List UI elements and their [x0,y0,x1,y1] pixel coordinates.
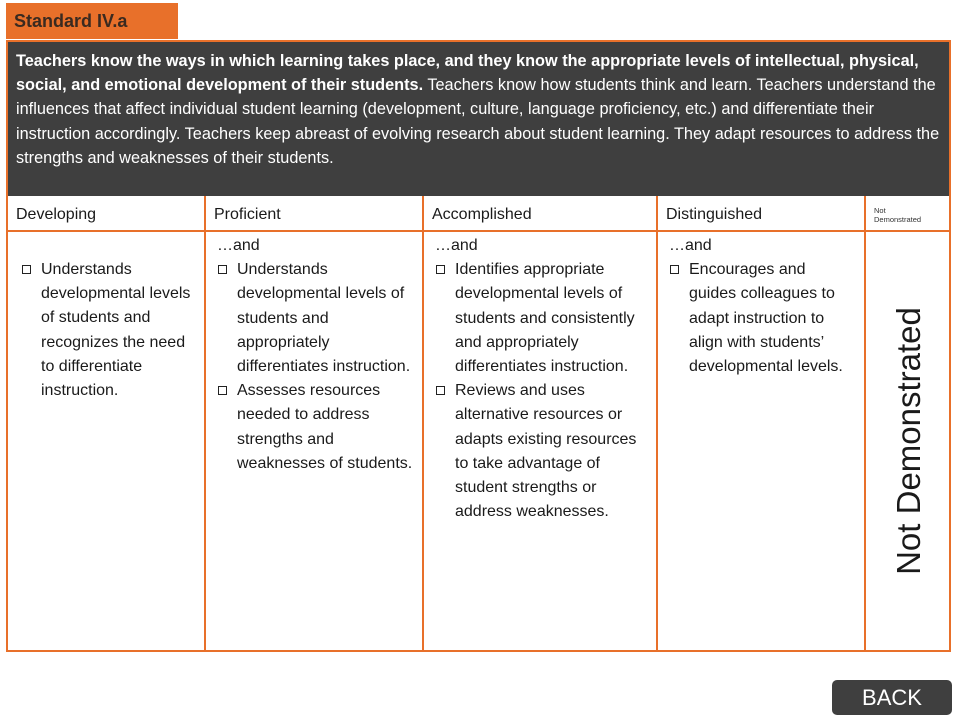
cell-proficient [214,234,416,476]
and-prefix: …and [669,237,712,254]
checkbox-bullet-icon [436,265,445,274]
cell-distinguished [666,234,852,379]
list-item-text: Encourages and guides colleagues to adapt instruction to align with students’ developmental levels. [689,261,843,376]
column-divider [656,196,658,650]
standard-title: Standard IV.a [6,3,178,39]
rubric-table [6,196,951,652]
column-header-developing: Developing [16,206,97,223]
cell-not-demonstrated [866,234,951,648]
list-item [214,379,416,476]
description-text: Teachers know how students think and learn. Teachers understand the influences that affect individual student learning (development, culture, language proficiency, etc.) and differentiate their instruction accordingly. Teachers keep abreast of evolving research about student learning. They adapt resources to address the strengths and weaknesses of their students. [16,76,940,167]
list-item [18,258,198,403]
and-prefix [18,234,198,258]
column-header-not-demonstrated: Not Demonstrated [874,206,922,224]
column-header-distinguished: Distinguished [666,206,763,223]
list-item-text: Understands developmental levels of students and recognizes the need to differentiate instruction. [41,261,191,400]
list-item-text: Assesses resources needed to address strengths and weaknesses of students. [237,382,413,472]
list-item [214,258,416,379]
list-item-text: Understands developmental levels of students and appropriately differentiates instruction. [237,261,411,376]
column-header-accomplished: Accomplished [432,206,532,223]
standard-description [6,40,951,196]
list-item [666,258,852,379]
description-bold: Teachers know the ways in which learning takes place, and they know the appropriate levels of intellectual, physical, social, and emotional development of their students. [16,52,919,95]
not-demonstrated-label: Not Demonstrated [889,307,927,575]
list-item [432,379,652,524]
and-prefix: …and [217,237,260,254]
column-header-proficient: Proficient [214,206,281,223]
checkbox-bullet-icon [436,386,445,395]
list-item-text: Identifies appropriate developmental levels of students and consistently and appropriately differentiates instruction. [455,261,635,376]
cell-accomplished [432,234,652,524]
list-item-text: Reviews and uses alternative resources or adapts existing resources to take advantage of student strengths or address weaknesses. [455,382,637,521]
checkbox-bullet-icon [22,265,31,274]
checkbox-bullet-icon [670,265,679,274]
column-divider [204,196,206,650]
and-prefix: …and [435,237,478,254]
list-item [432,258,652,379]
cell-developing [18,234,198,403]
checkbox-bullet-icon [218,386,227,395]
column-divider [422,196,424,650]
rubric-header-row [8,196,949,232]
checkbox-bullet-icon [218,265,227,274]
back-button[interactable]: BACK [832,680,952,715]
